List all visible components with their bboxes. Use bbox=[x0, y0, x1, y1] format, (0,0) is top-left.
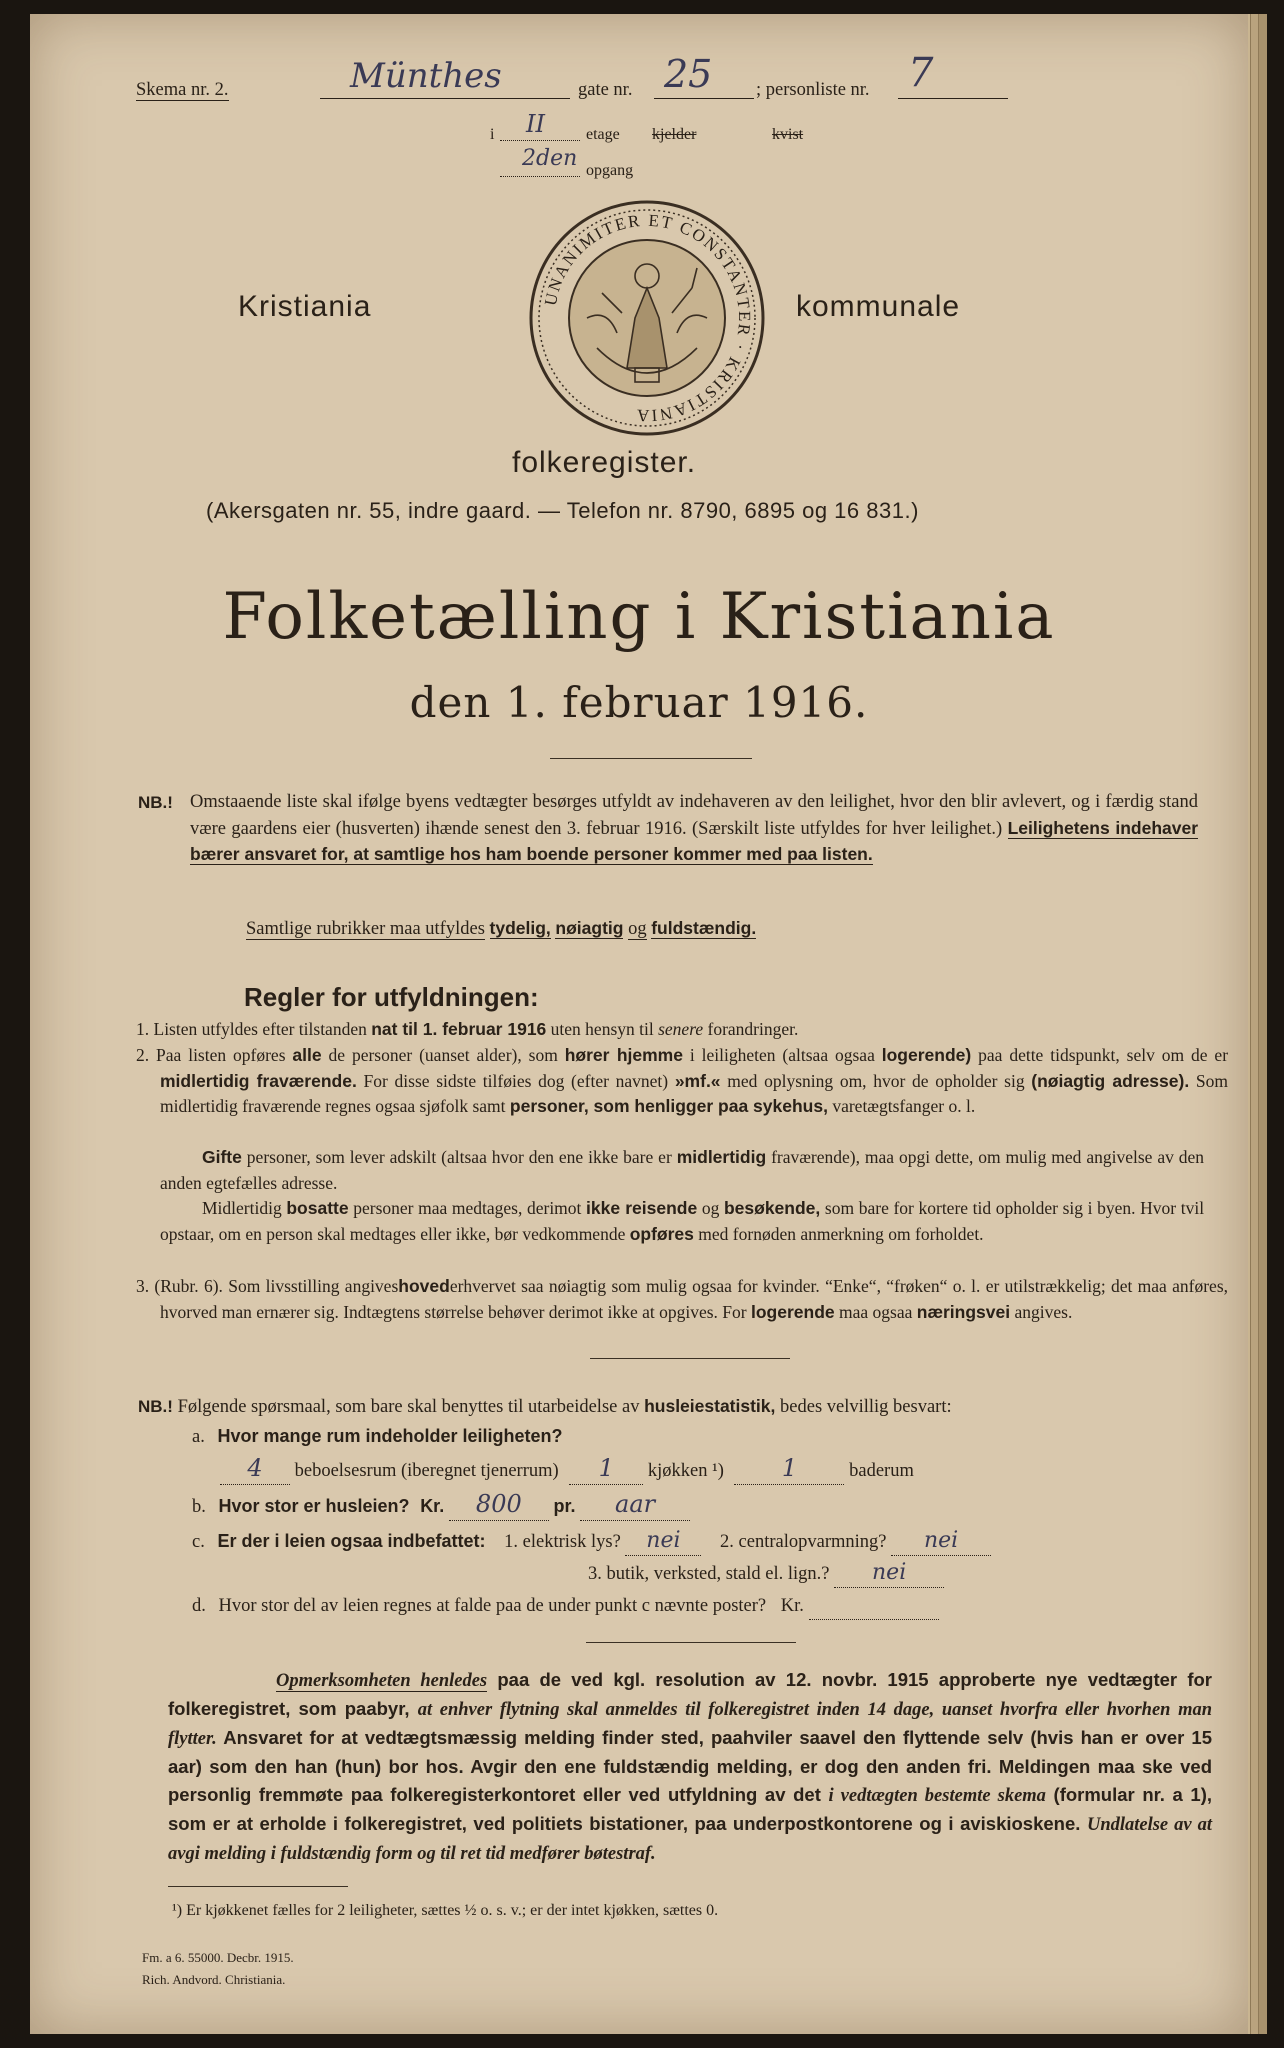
etage-field bbox=[500, 110, 580, 141]
nb2-husleiestatistik: husleiestatistik, bbox=[644, 1396, 776, 1416]
kitchen-field bbox=[569, 1456, 643, 1485]
rent-period-value: aar bbox=[615, 1490, 656, 1518]
notice-italic-3: Undlatelse av at avgi melding i fuldstændig form og til ret tid medfører bøtestraf. bbox=[168, 1815, 1213, 1864]
personliste-field bbox=[898, 50, 1008, 99]
central-heating-value: nei bbox=[923, 1528, 959, 1553]
question-a-label: a. bbox=[192, 1427, 205, 1447]
rule-2-text-e: i leiligheten (altsaa ogsaa bbox=[689, 1045, 875, 1065]
rule-2-text-o: varetægtsfanger o. l. bbox=[832, 1096, 976, 1116]
electric-light-field bbox=[625, 1528, 701, 1556]
seal-icon bbox=[527, 198, 767, 438]
question-d-kr: Kr. bbox=[780, 1596, 804, 1616]
rule-3-text-c: erhvervet saa nøiagtig som mulig ogsaa for kvinder. “Enke“, “frøken“ o. l. er utilstrækkelig; det maa anføres, hvorved man ernærer sig. Indtægtens størrelse behøver derimot ikke at opgives. For bbox=[160, 1276, 1228, 1322]
shop-value: nei bbox=[872, 1560, 907, 1585]
nb1-og: og bbox=[628, 919, 647, 939]
rule-3 bbox=[136, 1274, 1228, 1325]
skema-label: Skema nr. 2. bbox=[136, 80, 229, 100]
rule-1-number: 1. bbox=[136, 1019, 150, 1039]
census-form-page bbox=[30, 14, 1248, 2034]
bath-field bbox=[734, 1456, 844, 1485]
question-c bbox=[192, 1528, 991, 1556]
rules-heading: Regler for utfyldningen: bbox=[244, 982, 539, 1012]
nb1-tydelig: tydelig, bbox=[489, 918, 551, 938]
rule-2-text-k: med oplysning om, hvor de opholder sig bbox=[727, 1070, 1025, 1091]
gate-number-field bbox=[654, 52, 754, 99]
street-field bbox=[320, 56, 570, 99]
rule-1-text: Listen utfyldes efter tilstanden bbox=[153, 1019, 367, 1039]
nb1-label: NB.! bbox=[138, 793, 173, 812]
midlertidig-opfores: opføres bbox=[629, 1223, 694, 1244]
question-b-text: Hvor stor er husleien? bbox=[218, 1496, 410, 1516]
answer-a bbox=[220, 1456, 914, 1485]
bath-label: baderum bbox=[849, 1461, 914, 1481]
question-c-text: Er der i leien ogsaa indbefattet: bbox=[217, 1531, 486, 1551]
notice-italic-2: i vedtægten bestemte skema bbox=[828, 1786, 1046, 1806]
rooms-value: 4 bbox=[247, 1454, 263, 1482]
gifte-label: Gifte bbox=[202, 1147, 242, 1167]
rule-2-fravaerende: midlertidig fraværende. bbox=[160, 1070, 357, 1091]
notice-text-2: Ansvaret for at vedtægtsmæssig melding finder sted, paahviler saavel den flyttende selv (hvis han er over 15 aar) som den han (hun) bor hos. Avgir den ene fuldstændig melding, er dog den anden fri. Meldingen maa ske ved personlig fremmøte paa folkeregisterkontoret eller ved utfyldning av det bbox=[168, 1727, 1212, 1805]
nb1-fuldstaendig: fuldstændig. bbox=[651, 918, 757, 938]
rule-2-text-i: For disse sidste tilføies dog (efter navnet) bbox=[363, 1070, 669, 1091]
question-d-text: Hvor stor del av leien regnes at falde paa de under punkt c nævnte poster? bbox=[218, 1596, 767, 1616]
electric-light-value: nei bbox=[646, 1528, 681, 1553]
midlertidig-label: Midlertidig bbox=[202, 1198, 282, 1218]
personliste-label: ; personliste nr. bbox=[756, 80, 870, 100]
rule-3-text-a: (Rubr. 6). Som livsstilling angives bbox=[154, 1276, 399, 1296]
rule-2-horer-hjemme: hører hjemme bbox=[564, 1045, 683, 1065]
rooms-field bbox=[220, 1456, 290, 1485]
question-c-label: c. bbox=[192, 1532, 205, 1552]
rule-2-number: 2. bbox=[136, 1045, 150, 1065]
rule-3-text-e: maa ogsaa bbox=[839, 1301, 913, 1322]
rent-period-field bbox=[580, 1492, 690, 1521]
question-a-text: Hvor mange rum indeholder leiligheten? bbox=[217, 1426, 563, 1446]
rule-2-adresse: (nøiagtig adresse). bbox=[1031, 1070, 1190, 1091]
nb2-intro bbox=[138, 1394, 952, 1420]
rules-divider bbox=[590, 1358, 790, 1359]
rule-1-emphasis: nat til 1. februar 1916 bbox=[371, 1019, 547, 1039]
i-label: i bbox=[490, 126, 495, 143]
nb1-paragraph bbox=[190, 790, 1198, 869]
question-b bbox=[192, 1492, 690, 1521]
personliste-value: 7 bbox=[908, 50, 934, 96]
title-divider bbox=[550, 758, 752, 759]
rule-3-logerende: logerende bbox=[750, 1301, 835, 1322]
rule-2-text-c: de personer (uanset alder), som bbox=[328, 1045, 558, 1065]
gate-number-value: 25 bbox=[664, 52, 713, 96]
rule-3-hoved: hoved bbox=[398, 1276, 450, 1296]
footnote: ¹) Er kjøkkenet fælles for 2 leiligheter, sættes ½ o. s. v.; er der intet kjøkken, sættes 0. bbox=[172, 1902, 719, 1919]
rule-1-senere: senere bbox=[658, 1019, 704, 1039]
rule-1-text-b: uten hensyn til bbox=[550, 1019, 654, 1039]
central-heating-field bbox=[891, 1528, 991, 1556]
rule-2-midlertidig bbox=[160, 1196, 1204, 1247]
main-title: Folketælling i Kristiania bbox=[222, 580, 1056, 654]
rule-3-text-g: angives. bbox=[1014, 1301, 1073, 1322]
rule-3-naeringsvei: næringsvei bbox=[916, 1301, 1011, 1322]
etage-label: etage bbox=[586, 126, 620, 143]
question-d-label: d. bbox=[192, 1596, 206, 1616]
midlertidig-besokende: besøkende, bbox=[723, 1198, 821, 1218]
nb2-divider bbox=[586, 1642, 796, 1643]
footnote-divider bbox=[168, 1886, 348, 1887]
opgang-value: 2den bbox=[522, 146, 578, 171]
kvist-label: kvist bbox=[772, 126, 804, 143]
kristiania-seal bbox=[527, 198, 767, 438]
rule-2-alle: alle bbox=[292, 1045, 322, 1065]
electric-light-label: 1. elektrisk lys? bbox=[504, 1532, 621, 1552]
rule-2-text-m: Som midlertidig fraværende regnes ogsaa sjøfolk samt bbox=[160, 1070, 1229, 1116]
title-date: den 1. februar 1916. bbox=[409, 678, 869, 727]
rooms-label: beboelsesrum (iberegnet tjenerrum) bbox=[294, 1461, 559, 1481]
central-heating-label: 2. centralopvarmning? bbox=[720, 1532, 887, 1552]
rent-pr-label: pr. bbox=[553, 1496, 576, 1516]
kitchen-value: 1 bbox=[598, 1454, 614, 1482]
notice-italic-1: at enhver flytning skal anmeldes til folkeregistret inden 14 dage, uanset hvorfra eller hvorhen man flytter. bbox=[168, 1700, 1213, 1749]
rule-2-mf: »mf.« bbox=[674, 1070, 721, 1091]
notice-text-3: (formular nr. a 1), som er at erholde i folkeregistret, ved politiets bistationer, paa underpostkontorene og i aviskioskene. bbox=[168, 1784, 1212, 1834]
question-a bbox=[192, 1424, 563, 1450]
gifte-text-d: fraværende), maa opgi dette, om mulig med angivelse av den anden egtefælles adresse. bbox=[160, 1147, 1205, 1193]
notice-paragraph bbox=[168, 1666, 1212, 1868]
question-c3 bbox=[588, 1560, 944, 1588]
rule-1-text-c: forandringer. bbox=[707, 1019, 799, 1039]
shop-label: 3. butik, verksted, stald el. lign.? bbox=[588, 1564, 830, 1584]
midlertidig-og: og bbox=[701, 1198, 720, 1218]
office-left: Kristiania bbox=[238, 290, 372, 323]
shop-field bbox=[834, 1560, 944, 1588]
notice-lead: Opmerksomheten henledes bbox=[276, 1671, 488, 1691]
etage-value: II bbox=[526, 110, 545, 138]
kitchen-label: kjøkken ¹) bbox=[647, 1461, 724, 1481]
rule-3-number: 3. bbox=[136, 1276, 150, 1296]
midlertidig-text-c: personer maa medtages, derimot bbox=[353, 1198, 582, 1218]
rule-2-logerende: logerende) bbox=[881, 1045, 972, 1065]
rule-2-text-a: Paa listen opføres bbox=[156, 1045, 286, 1065]
midlertidig-ikke-reisende: ikke reisende bbox=[586, 1198, 698, 1218]
rent-amount-field bbox=[449, 1492, 549, 1521]
rule-2 bbox=[136, 1043, 1228, 1120]
question-d-field bbox=[809, 1594, 939, 1620]
rule-2-sykehus: personer, som henligger paa sykehus, bbox=[509, 1096, 828, 1116]
nb1-text: Omstaaende liste skal ifølge byens vedtægter besørges utfyldt av indehaveren av den leilighet, hvor den blir avlevert, og i færdig stand være gaardens eier (husverten) ihænde senest den 3. februar 1916. (Særskilt liste utfyldes for hver leilighet.) bbox=[190, 792, 1198, 839]
nb2-intro-tail: bedes velvillig besvart: bbox=[780, 1397, 952, 1417]
gifte-text-b: personer, som lever adskilt (altsaa hvor den ene ikke bare er bbox=[246, 1147, 672, 1167]
nb2-label: NB.! bbox=[138, 1397, 173, 1416]
rule-2-gifte bbox=[160, 1145, 1204, 1196]
nb1-emphasis: Leilighetens indehaver bærer ansvaret for, at samtlige hos ham boende personer kommer med paa listen. bbox=[190, 817, 1199, 864]
bath-value: 1 bbox=[781, 1454, 798, 1482]
opgang-label: opgang bbox=[586, 162, 634, 179]
office-address: (Akersgaten nr. 55, indre gaard. — Telefon nr. 8790, 6895 og 16 831.) bbox=[206, 498, 919, 523]
kjelder-label: kjelder bbox=[652, 126, 697, 143]
folkeregister-label: folkeregister. bbox=[512, 446, 697, 479]
rent-kr-label: Kr. bbox=[420, 1496, 445, 1516]
printer-line-2: Rich. Andvord. Christiania. bbox=[142, 1972, 286, 1987]
gate-label: gate nr. bbox=[578, 80, 633, 100]
office-right: kommunale bbox=[796, 290, 961, 323]
nb1-completion-note bbox=[246, 916, 756, 942]
question-d bbox=[192, 1594, 939, 1620]
nb2-intro-text: Følgende spørsmaal, som bare skal benyttes til utarbeidelse av bbox=[177, 1397, 640, 1417]
nb1-noiagtig: nøiagtig bbox=[555, 918, 624, 938]
question-b-label: b. bbox=[192, 1497, 206, 1517]
svg-text:UNANIMITER ET CONSTANTER · KRI: UNANIMITER ET CONSTANTER · KRISTIANIA bbox=[540, 210, 755, 426]
midlertidig-bosatte: bosatte bbox=[286, 1198, 349, 1218]
printer-line-1: Fm. a 6. 55000. Decbr. 1915. bbox=[142, 1950, 294, 1965]
notice-text-1: paa de ved kgl. resolution av 12. novbr. 1915 approberte nye vedtægter for folkeregistret, som paabyr, bbox=[168, 1669, 1213, 1719]
nb1-completion-text: Samtlige rubrikker maa utfyldes bbox=[246, 919, 485, 939]
street-value: Münthes bbox=[350, 56, 502, 96]
gifte-midlertidig: midlertidig bbox=[676, 1147, 767, 1167]
page-edge bbox=[1258, 14, 1267, 2034]
midlertidig-text-g: som bare for kortere tid opholder sig i byen. Hvor tvil opstaar, om en person skal medtages eller ikke, bør vedkommende bbox=[160, 1198, 1205, 1244]
opgang-field bbox=[500, 146, 580, 177]
rent-amount-value: 800 bbox=[475, 1490, 522, 1518]
rule-1 bbox=[136, 1017, 1206, 1043]
midlertidig-text-i: med fornøden anmerkning om forholdet. bbox=[698, 1223, 984, 1244]
rule-2-text-g: paa dette tidspunkt, selv om de er bbox=[978, 1045, 1229, 1065]
